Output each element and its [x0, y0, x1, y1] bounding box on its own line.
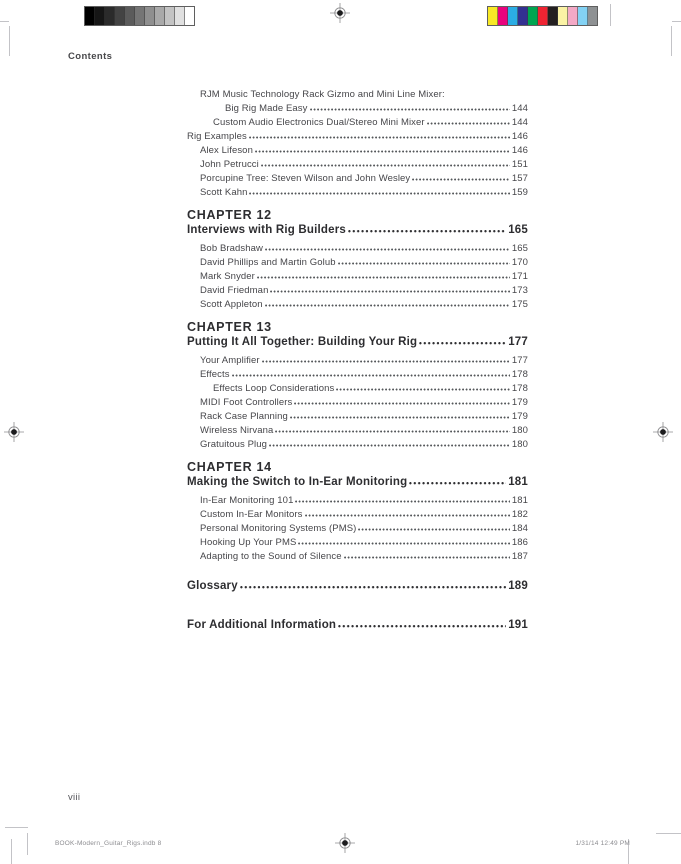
dot-leader: [358, 522, 509, 531]
crop-mark: [27, 833, 28, 855]
toc-entry-label: John Petrucci: [200, 159, 259, 170]
toc-entry-page: 177: [508, 336, 528, 348]
toc-chapter: [187, 460, 528, 564]
toc-entry: [187, 242, 528, 256]
crop-mark: [0, 21, 9, 22]
toc-entry-label: Interviews with Rig Builders: [187, 224, 346, 236]
grayscale-swatch: [105, 7, 115, 25]
toc-entry-label: Your Amplifier: [200, 355, 260, 366]
toc-entry: [187, 335, 528, 350]
toc-entry-page: 146: [511, 145, 528, 156]
toc-entry-label: Bob Bradshaw: [200, 243, 263, 254]
toc-entry-page: 146: [511, 131, 528, 142]
toc-entry: [187, 536, 528, 550]
grayscale-swatch: [85, 7, 95, 25]
toc-entry: [187, 618, 528, 633]
grayscale-swatch: [155, 7, 165, 25]
toc-entry: [187, 186, 528, 200]
toc-entry: [187, 102, 528, 116]
dot-leader: [262, 354, 510, 363]
crop-mark: [11, 839, 12, 864]
toc-entry-page: 181: [508, 476, 528, 488]
toc-entry-label: Scott Kahn: [200, 187, 248, 198]
chapter-kicker: CHAPTER 14: [187, 460, 272, 474]
toc-entry: [187, 270, 528, 284]
toc-entry: [187, 172, 528, 186]
toc-entry-page: 175: [511, 299, 528, 310]
toc-entry-page: 181: [511, 495, 528, 506]
toc-entry-page: 144: [511, 103, 528, 114]
grayscale-calibration-bar: [84, 6, 195, 26]
toc-entry-page: 191: [508, 619, 528, 631]
color-swatch: [498, 7, 508, 25]
toc-entry: [187, 223, 528, 238]
toc-entry-page: 165: [511, 243, 528, 254]
toc-entry-page: 179: [511, 397, 528, 408]
toc-entry: [187, 475, 528, 490]
toc-entry: [187, 494, 528, 508]
toc-entry: [187, 116, 528, 130]
dot-leader: [295, 494, 509, 503]
toc-entry: [187, 396, 528, 410]
dot-leader: [269, 438, 510, 447]
crop-mark: [672, 21, 681, 22]
toc-entry-page: 180: [511, 425, 528, 436]
toc-entry: [187, 130, 528, 144]
slug-filename: BOOK-Modern_Guitar_Rigs.indb 8: [55, 840, 162, 847]
toc-entry: [187, 579, 528, 594]
toc-entry-label: Big Rig Made Easy: [225, 103, 308, 114]
chapter-items: [187, 494, 528, 564]
toc-entry-page: 178: [511, 383, 528, 394]
toc-entry-page: 179: [511, 411, 528, 422]
registration-mark-left: [4, 422, 24, 442]
toc-entry: [187, 298, 528, 312]
crop-mark: [671, 26, 672, 56]
toc-chapter: [187, 208, 528, 312]
toc-entry: [187, 410, 528, 424]
toc-standalone: [187, 579, 528, 594]
toc-entry-label: Alex Lifeson: [200, 145, 253, 156]
grayscale-swatch: [175, 7, 185, 25]
grayscale-swatch: [145, 7, 155, 25]
toc-entry-page: 159: [511, 187, 528, 198]
crop-mark: [9, 26, 10, 56]
dot-leader: [257, 270, 510, 279]
dot-leader: [275, 424, 509, 433]
toc-entry: [187, 284, 528, 298]
dot-leader: [305, 508, 510, 517]
toc-entry-label: RJM Music Technology Rack Gizmo and Mini Line Mixer:: [200, 89, 445, 100]
dot-leader: [240, 579, 506, 589]
toc-entry-page: 184: [511, 523, 528, 534]
toc-entry: [187, 382, 528, 396]
toc-section: [187, 88, 528, 200]
toc-entry-label: Personal Monitoring Systems (PMS): [200, 523, 357, 534]
toc-entry-page: 151: [511, 159, 528, 170]
toc-entry-label: Adapting to the Sound of Silence: [200, 551, 342, 562]
grayscale-swatch: [125, 7, 135, 25]
registration-mark-bottom: [335, 833, 355, 853]
color-swatch: [538, 7, 548, 25]
toc-entry-page: 186: [511, 537, 528, 548]
dot-leader: [338, 256, 510, 265]
toc-entry-label: In-Ear Monitoring 101: [200, 495, 294, 506]
dot-leader: [338, 618, 506, 628]
toc-entry-label: Effects: [200, 369, 230, 380]
dot-leader: [412, 172, 510, 181]
toc-entry-label: Hooking Up Your PMS: [200, 537, 297, 548]
color-swatch: [528, 7, 538, 25]
toc-entry-page: 189: [508, 580, 528, 592]
color-swatch: [588, 7, 597, 25]
toc-entry-label: Rack Case Planning: [200, 411, 288, 422]
toc-entry-page: 182: [511, 509, 528, 520]
chapter-kicker: CHAPTER 12: [187, 208, 272, 222]
table-of-contents: [187, 88, 528, 633]
crop-mark: [5, 827, 28, 828]
dot-leader: [336, 382, 509, 391]
dot-leader: [255, 144, 510, 153]
chapter-items: [187, 354, 528, 452]
toc-entry: [187, 158, 528, 172]
grayscale-swatch: [135, 7, 145, 25]
chapter-items: [187, 242, 528, 312]
dot-leader: [270, 284, 509, 293]
color-calibration-bar: [487, 6, 598, 26]
dot-leader: [265, 298, 510, 307]
toc-entry-page: 178: [511, 369, 528, 380]
dot-leader: [249, 130, 510, 139]
dot-leader: [310, 102, 510, 111]
dot-leader: [249, 186, 509, 195]
toc-entry-label: Custom In-Ear Monitors: [200, 509, 303, 520]
registration-mark-top: [330, 3, 350, 23]
color-swatch: [578, 7, 588, 25]
color-swatch: [488, 7, 498, 25]
registration-mark-right: [653, 422, 673, 442]
toc-entry-label: Putting It All Together: Building Your Rig: [187, 336, 418, 348]
toc-entry: [187, 144, 528, 158]
toc-entry: [187, 88, 528, 102]
dot-leader: [265, 242, 510, 251]
slug-datetime: 1/31/14 12:49 PM: [575, 840, 630, 847]
color-swatch: [548, 7, 558, 25]
toc-entry-label: David Friedman: [200, 285, 269, 296]
page-number: viii: [68, 792, 81, 803]
dot-leader: [348, 223, 506, 233]
toc-entry-label: Gratuitous Plug: [200, 439, 267, 450]
dot-leader: [298, 536, 509, 545]
toc-standalone: [187, 618, 528, 633]
toc-entry-label: Custom Audio Electronics Dual/Stereo Mini Mixer: [213, 117, 425, 128]
toc-entry-label: MIDI Foot Controllers: [200, 397, 293, 408]
toc-entry: [187, 550, 528, 564]
toc-entry-page: 187: [511, 551, 528, 562]
toc-chapter: [187, 320, 528, 452]
toc-entry: [187, 438, 528, 452]
toc-entry-label: David Phillips and Martin Golub: [200, 257, 336, 268]
grayscale-swatch: [185, 7, 194, 25]
dot-leader: [427, 116, 510, 125]
chapter-kicker: CHAPTER 13: [187, 320, 272, 334]
dot-leader: [409, 475, 506, 485]
toc-entry: [187, 368, 528, 382]
grayscale-swatch: [165, 7, 175, 25]
crop-mark: [610, 4, 611, 26]
toc-entry: [187, 424, 528, 438]
dot-leader: [232, 368, 510, 377]
toc-entry-page: 180: [511, 439, 528, 450]
grayscale-swatch: [115, 7, 125, 25]
color-swatch: [508, 7, 518, 25]
toc-entry-page: 171: [511, 271, 528, 282]
toc-entry-label: Mark Snyder: [200, 271, 255, 282]
toc-entry: [187, 522, 528, 536]
toc-entry-page: 177: [511, 355, 528, 366]
color-swatch: [558, 7, 568, 25]
toc-entry: [187, 508, 528, 522]
color-swatch: [518, 7, 528, 25]
toc-entry-label: For Additional Information: [187, 619, 337, 631]
toc-entry-page: 144: [511, 117, 528, 128]
page-header: Contents: [68, 51, 113, 62]
toc-entry: [187, 256, 528, 270]
toc-entry: [187, 354, 528, 368]
toc-entry-page: 173: [511, 285, 528, 296]
crop-mark: [656, 833, 681, 834]
color-swatch: [568, 7, 578, 25]
dot-leader: [419, 335, 506, 345]
toc-entry-label: Effects Loop Considerations: [213, 383, 335, 394]
dot-leader: [344, 550, 510, 559]
toc-entry-label: Porcupine Tree: Steven Wilson and John Wesley: [200, 173, 411, 184]
toc-entry-page: 157: [511, 173, 528, 184]
toc-entry-label: Rig Examples: [187, 131, 247, 142]
toc-entry-label: Scott Appleton: [200, 299, 263, 310]
toc-entry-page: 170: [511, 257, 528, 268]
toc-entry-page: 165: [508, 224, 528, 236]
dot-leader: [290, 410, 510, 419]
dot-leader: [294, 396, 509, 405]
grayscale-swatch: [95, 7, 105, 25]
dot-leader: [261, 158, 510, 167]
toc-entry-label: Making the Switch to In-Ear Monitoring: [187, 476, 408, 488]
toc-entry-label: Wireless Nirvana: [200, 425, 274, 436]
toc-entry-label: Glossary: [187, 580, 238, 592]
